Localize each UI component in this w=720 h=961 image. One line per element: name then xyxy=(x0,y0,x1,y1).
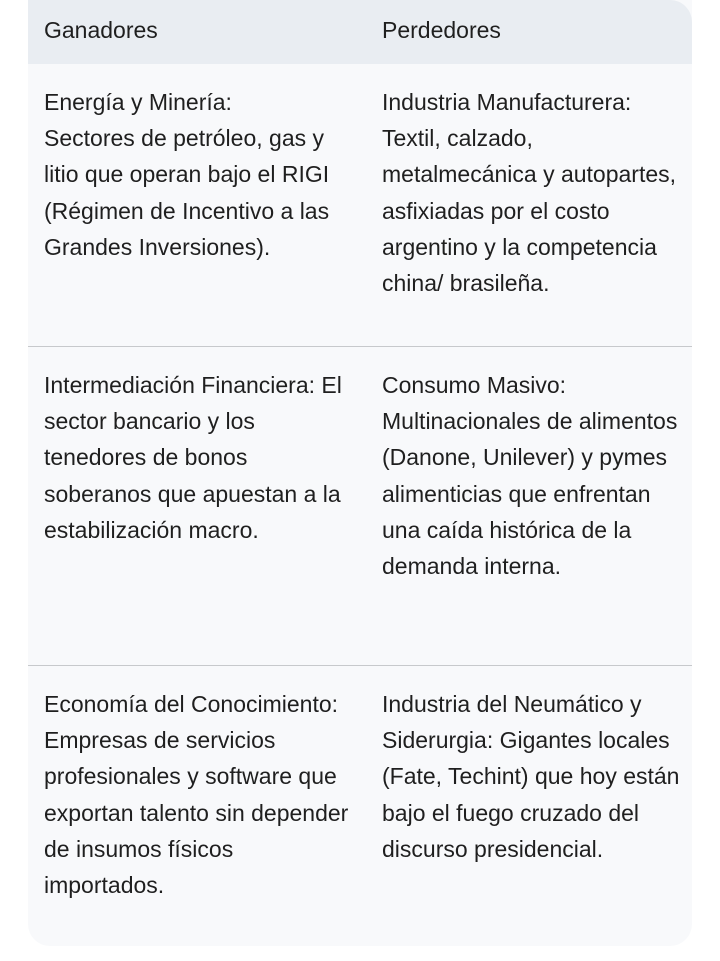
comparison-table xyxy=(28,0,692,946)
loser-cell xyxy=(382,367,682,584)
header-ganadores: Ganadores xyxy=(44,17,158,43)
winner-cell xyxy=(44,367,349,548)
loser-title: Industria Manufacturera: xyxy=(382,89,632,115)
winner-title: Economía del Conocimiento: xyxy=(44,691,339,717)
winner-cell xyxy=(44,84,349,265)
winner-text: Empresas de servicios profesionales y software que exportan talento sin depender de insumos físicos importados. xyxy=(44,727,349,899)
winner-cell xyxy=(44,686,349,903)
loser-cell xyxy=(382,84,682,301)
loser-text: Multinacionales de alimentos (Danone, Unilever) y pymes alimenticias que enfrentan una caída histórica de la demanda interna. xyxy=(382,408,678,580)
table-header xyxy=(28,0,692,64)
table-row xyxy=(28,346,692,665)
table-row xyxy=(28,64,692,346)
winner-text: El sector bancario y los tenedores de bonos soberanos que apuestan a la estabilización macro. xyxy=(44,372,342,543)
table-row xyxy=(28,665,692,946)
winner-title: Energía y Minería: xyxy=(44,89,232,115)
loser-text: Textil, calzado, metalmecánica y autopartes, asfixiadas por el costo argentino y la competencia china/ brasileña. xyxy=(382,125,677,297)
header-perdedores: Perdedores xyxy=(382,17,501,43)
loser-text: Gigantes locales (Fate, Techint) que hoy están bajo el fuego cruzado del discurso presidencial. xyxy=(382,727,680,862)
loser-title: Industria del Neumático y Siderurgia: xyxy=(382,691,642,754)
winner-title: Intermediación Financiera: xyxy=(44,372,316,398)
winner-text: Sectores de petróleo, gas y litio que operan bajo el RIGI (Régimen de Incentivo a las Grandes Inversiones). xyxy=(44,125,330,260)
loser-cell xyxy=(382,686,682,867)
loser-title: Consumo Masivo: xyxy=(382,372,567,398)
